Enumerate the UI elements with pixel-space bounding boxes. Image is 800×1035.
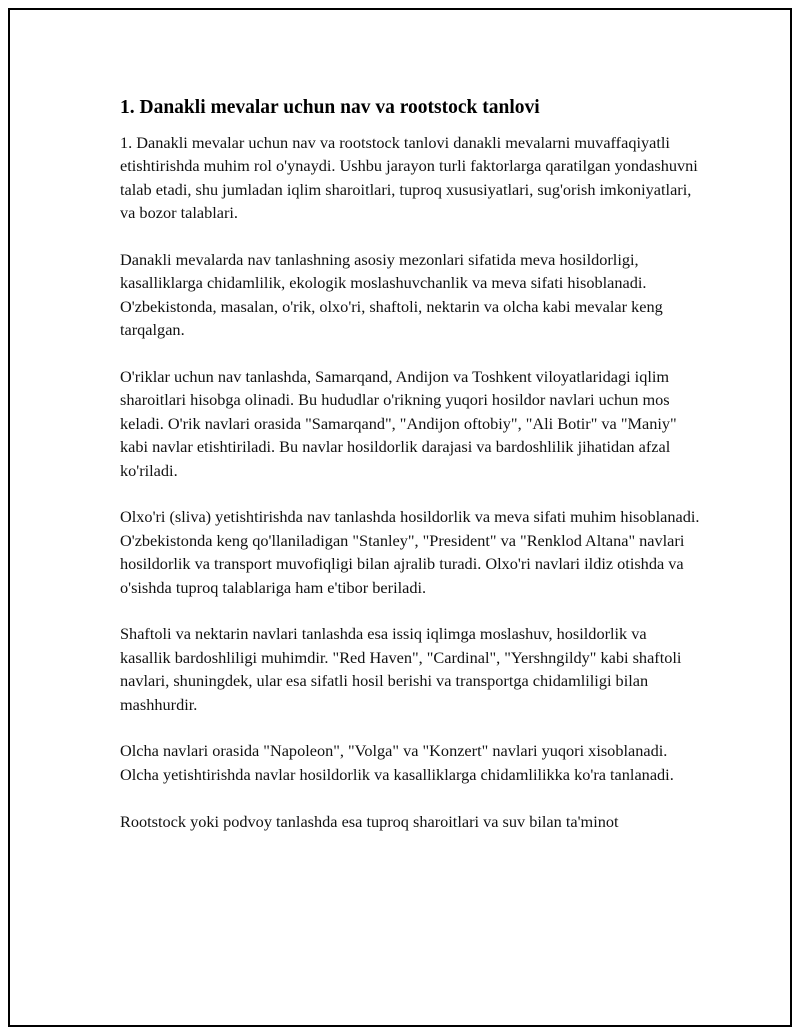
paragraph-cherry: Olcha navlari orasida "Napoleon", "Volga" va "Konzert" navlari yuqori xisoblanadi. Olcha yetishtirishda navlar hosildorlik va kasalliklarga chidamlilikka ko'ra tanlanadi. bbox=[120, 741, 674, 784]
paragraph-peach-nectarine: Shaftoli va nektarin navlari tanlashda esa issiq iqlimga moslashuv, hosildorlik va kasallik bardoshliligi muhimdir. "Red Haven", "Cardinal", "Yershngildy" kabi shaftoli navlari, shuningdek, ular esa sifatli hosil berishi va transportga chidamliligi bilan mashhurdir. bbox=[120, 624, 682, 714]
document-content bbox=[120, 95, 700, 856]
section-heading: 1. Danakli mevalar uchun nav va rootstock tanlovi bbox=[120, 97, 540, 118]
paragraph-intro: 1. Danakli mevalar uchun nav va rootstock tanlovi danakli mevalarni muvaffaqiyatli etishtirishda muhim rol o'ynaydi. Ushbu jarayon turli faktorlarga qaratilgan yondashuvni talab etadi, shu jumladan iqlim sharoitlari, tuproq xususiyatlari, sug'orish imkoniyatlari, va bozor talablari. bbox=[120, 133, 698, 223]
paragraph-apricot: O'riklar uchun nav tanlashda, Samarqand, Andijon va Toshkent viloyatlaridagi iqlim sharoitlari hisobga olinadi. Bu hududlar o'rikning yuqori hosildor navlari uchun mos keladi. O'rik navlari orasida "Samarqand", "Andijon oftobiy", "Ali Botir" va "Maniy" kabi navlar etishtiriladi. Bu navlar hosildorlik darajasi va bardoshlilik jihatidan afzal ko'riladi. bbox=[120, 367, 677, 480]
paragraph-selection-criteria: Danakli mevalarda nav tanlashning asosiy mezonlari sifatida meva hosildorligi, kasalliklarga chidamlilik, ekologik moslashuvchanlik va meva sifati hisoblanadi. O'zbekistonda, masalan, o'rik, olxo'ri, shaftoli, nektarin va olcha kabi mevalar keng tarqalgan. bbox=[120, 250, 663, 340]
document-page bbox=[8, 8, 792, 1027]
paragraph-plum: Olxo'ri (sliva) yetishtirishda nav tanlashda hosildorlik va meva sifati muhim hisoblanadi. O'zbekistonda keng qo'llaniladigan "Stanley", "President" va "Renklod Altana" navlari hosildorlik va transport muvofiqligi bilan ajralib turadi. Olxo'ri navlari ildiz otishda va o'sishda tuproq talablariga ham e'tibor beriladi. bbox=[120, 507, 700, 597]
paragraph-rootstock: Rootstock yoki podvoy tanlashda esa tuproq sharoitlari va suv bilan ta'minot bbox=[120, 811, 619, 831]
